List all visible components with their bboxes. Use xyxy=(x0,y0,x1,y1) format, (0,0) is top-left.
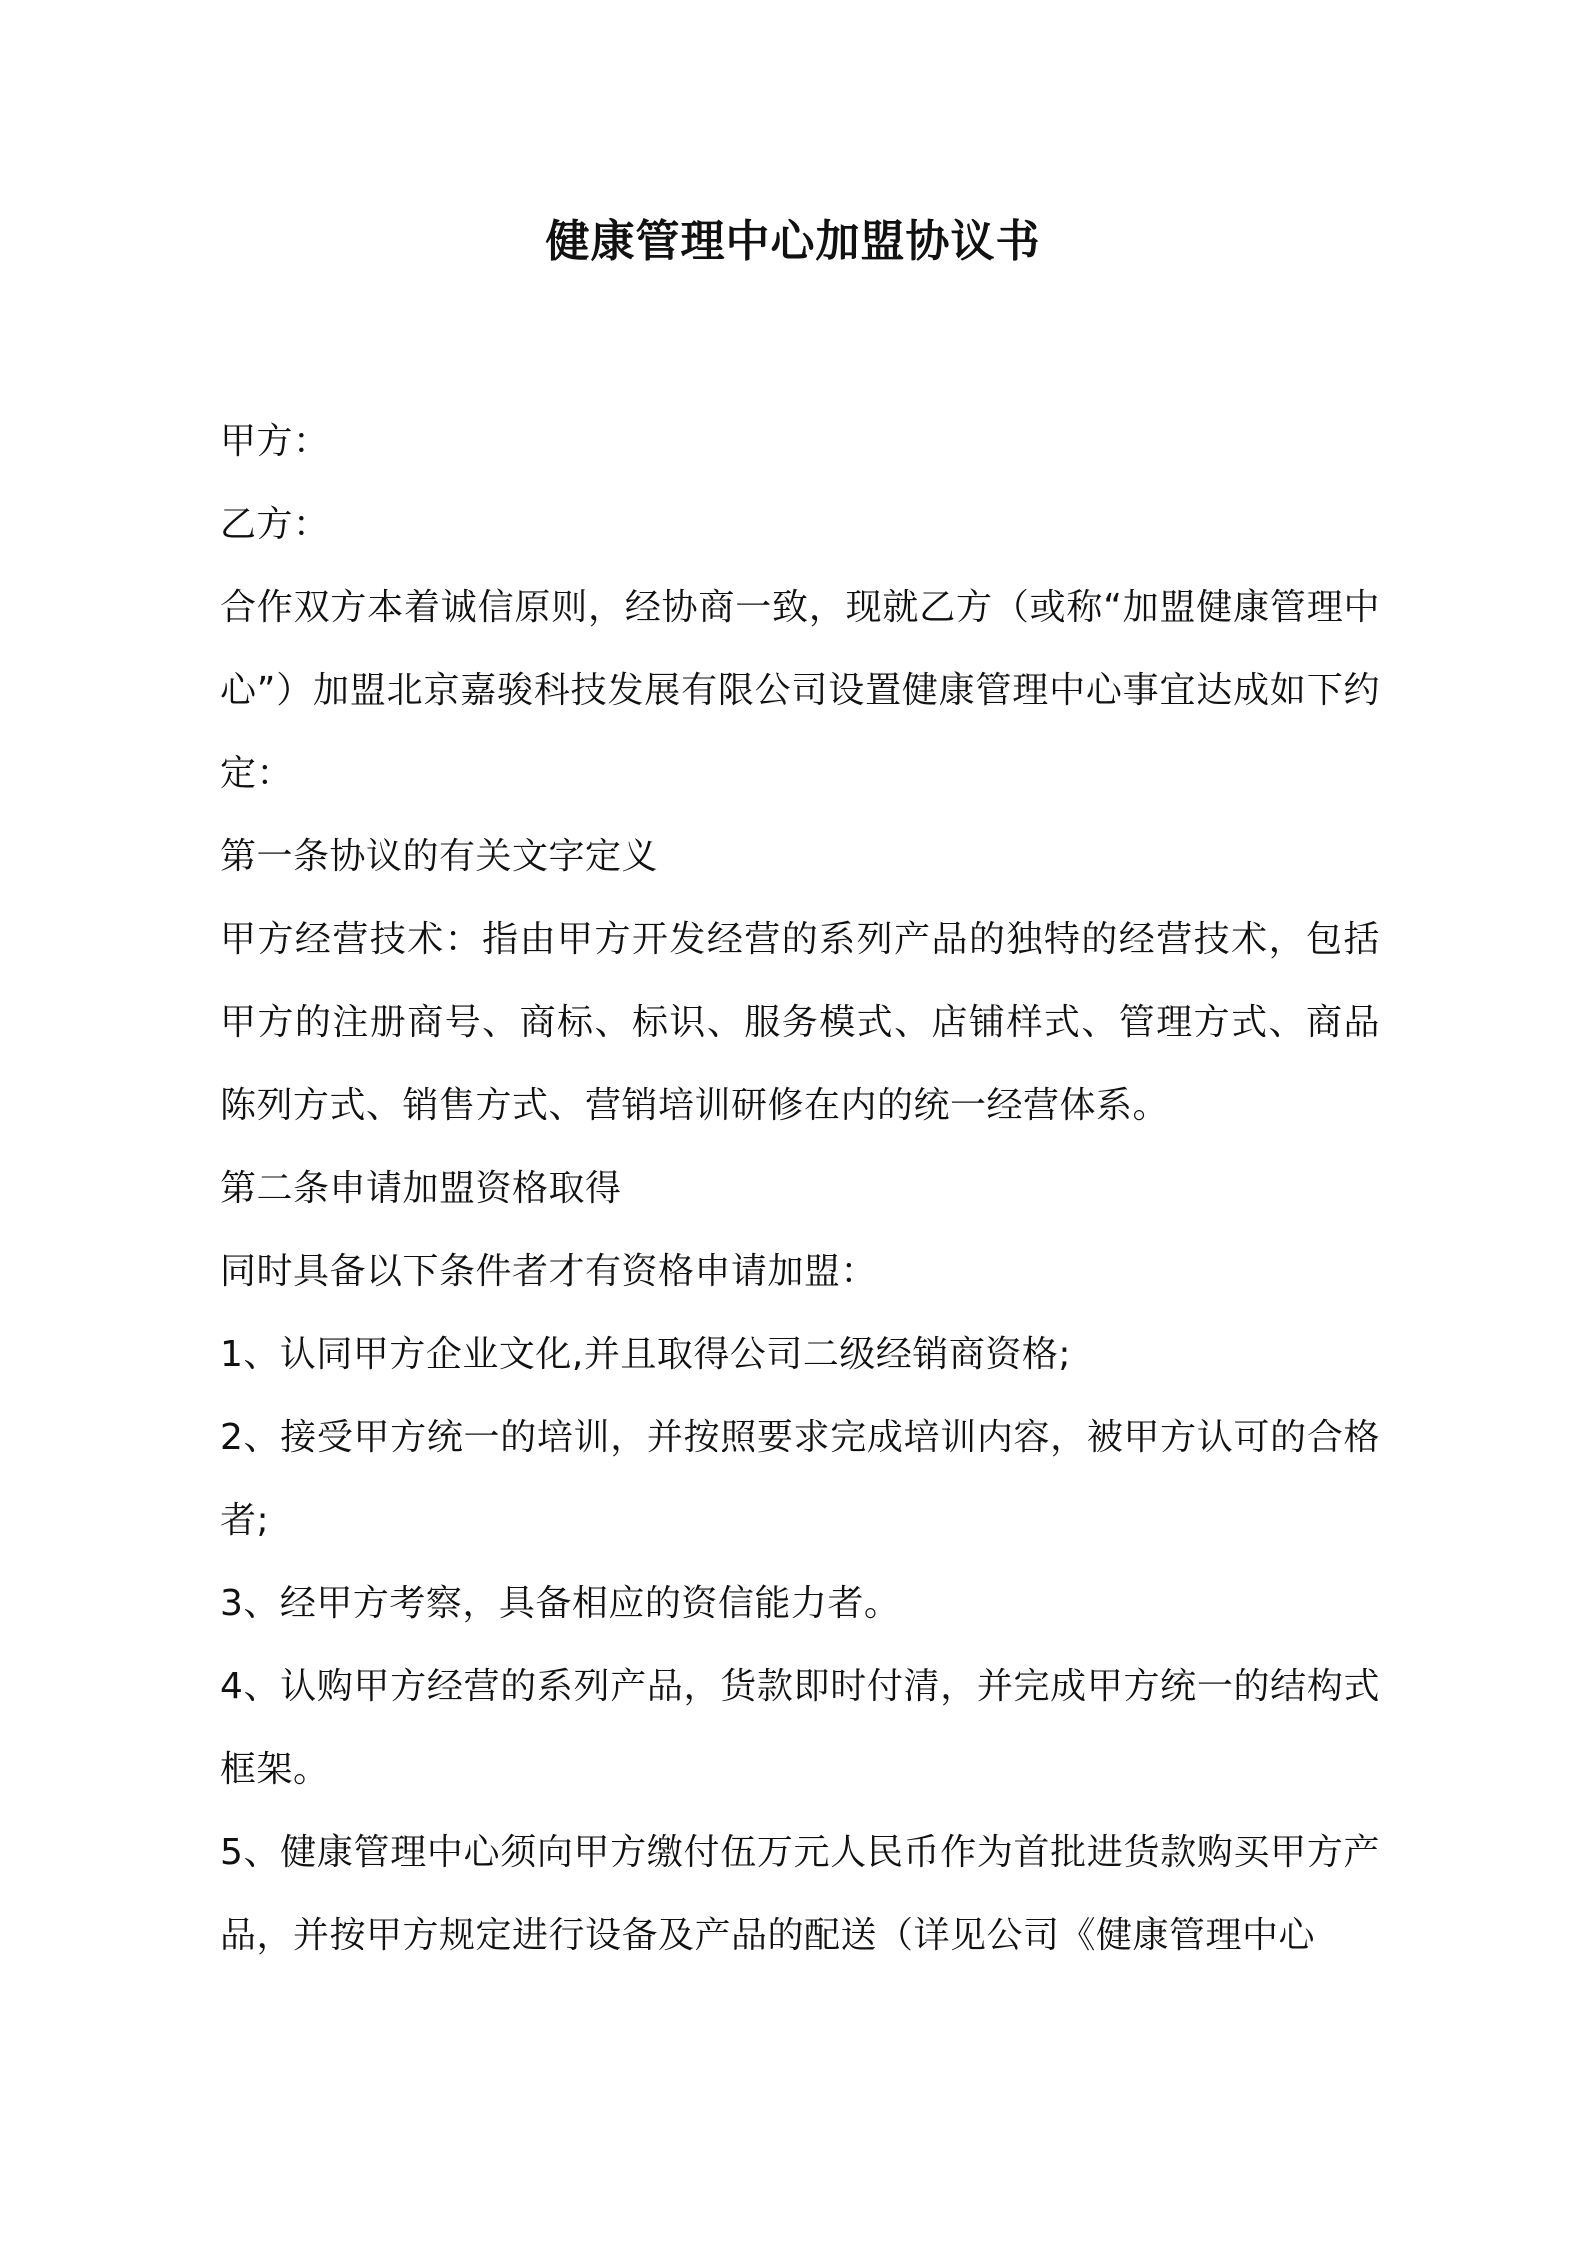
party-a-line: 甲方： xyxy=(220,421,330,462)
condition-item-2: 2、接受甲方统一的培训，并按照要求完成培训内容，被甲方认可的合格者; xyxy=(220,1417,1380,1541)
document-title: 健康管理中心加盟协议书 xyxy=(545,216,1041,267)
condition-item-3: 3、经甲方考察，具备相应的资信能力者。 xyxy=(220,1583,901,1624)
article-1-definition: 甲方经营技术：指由甲方开发经营的系列产品的独特的经营技术，包括甲方的注册商号、商标、标识、服务模式、店铺样式、管理方式、商品陈列方式、销售方式、营销培训研修在内的统一经营体系。 xyxy=(220,919,1380,1126)
document-body xyxy=(220,400,1380,1977)
preamble-paragraph: 合作双方本着诚信原则，经协商一致，现就乙方（或称“加盟健康管理中心”）加盟北京嘉骏科技发展有限公司设置健康管理中心事宜达成如下约定： xyxy=(220,587,1380,794)
condition-item-1: 1、认同甲方企业文化,并且取得公司二级经销商资格; xyxy=(220,1334,1071,1375)
condition-item-5: 5、健康管理中心须向甲方缴付伍万元人民币作为首批进货款购买甲方产品，并按甲方规定进行设备及产品的配送（详见公司《健康管理中心 xyxy=(220,1832,1380,1956)
condition-item-4: 4、认购甲方经营的系列产品，货款即时付清，并完成甲方统一的结构式框架。 xyxy=(220,1666,1380,1790)
party-b-line: 乙方： xyxy=(220,504,330,545)
article-2-heading: 第二条申请加盟资格取得 xyxy=(220,1168,622,1209)
article-1-heading: 第一条协议的有关文字定义 xyxy=(220,836,659,877)
article-2-intro: 同时具备以下条件者才有资格申请加盟： xyxy=(220,1251,878,1292)
